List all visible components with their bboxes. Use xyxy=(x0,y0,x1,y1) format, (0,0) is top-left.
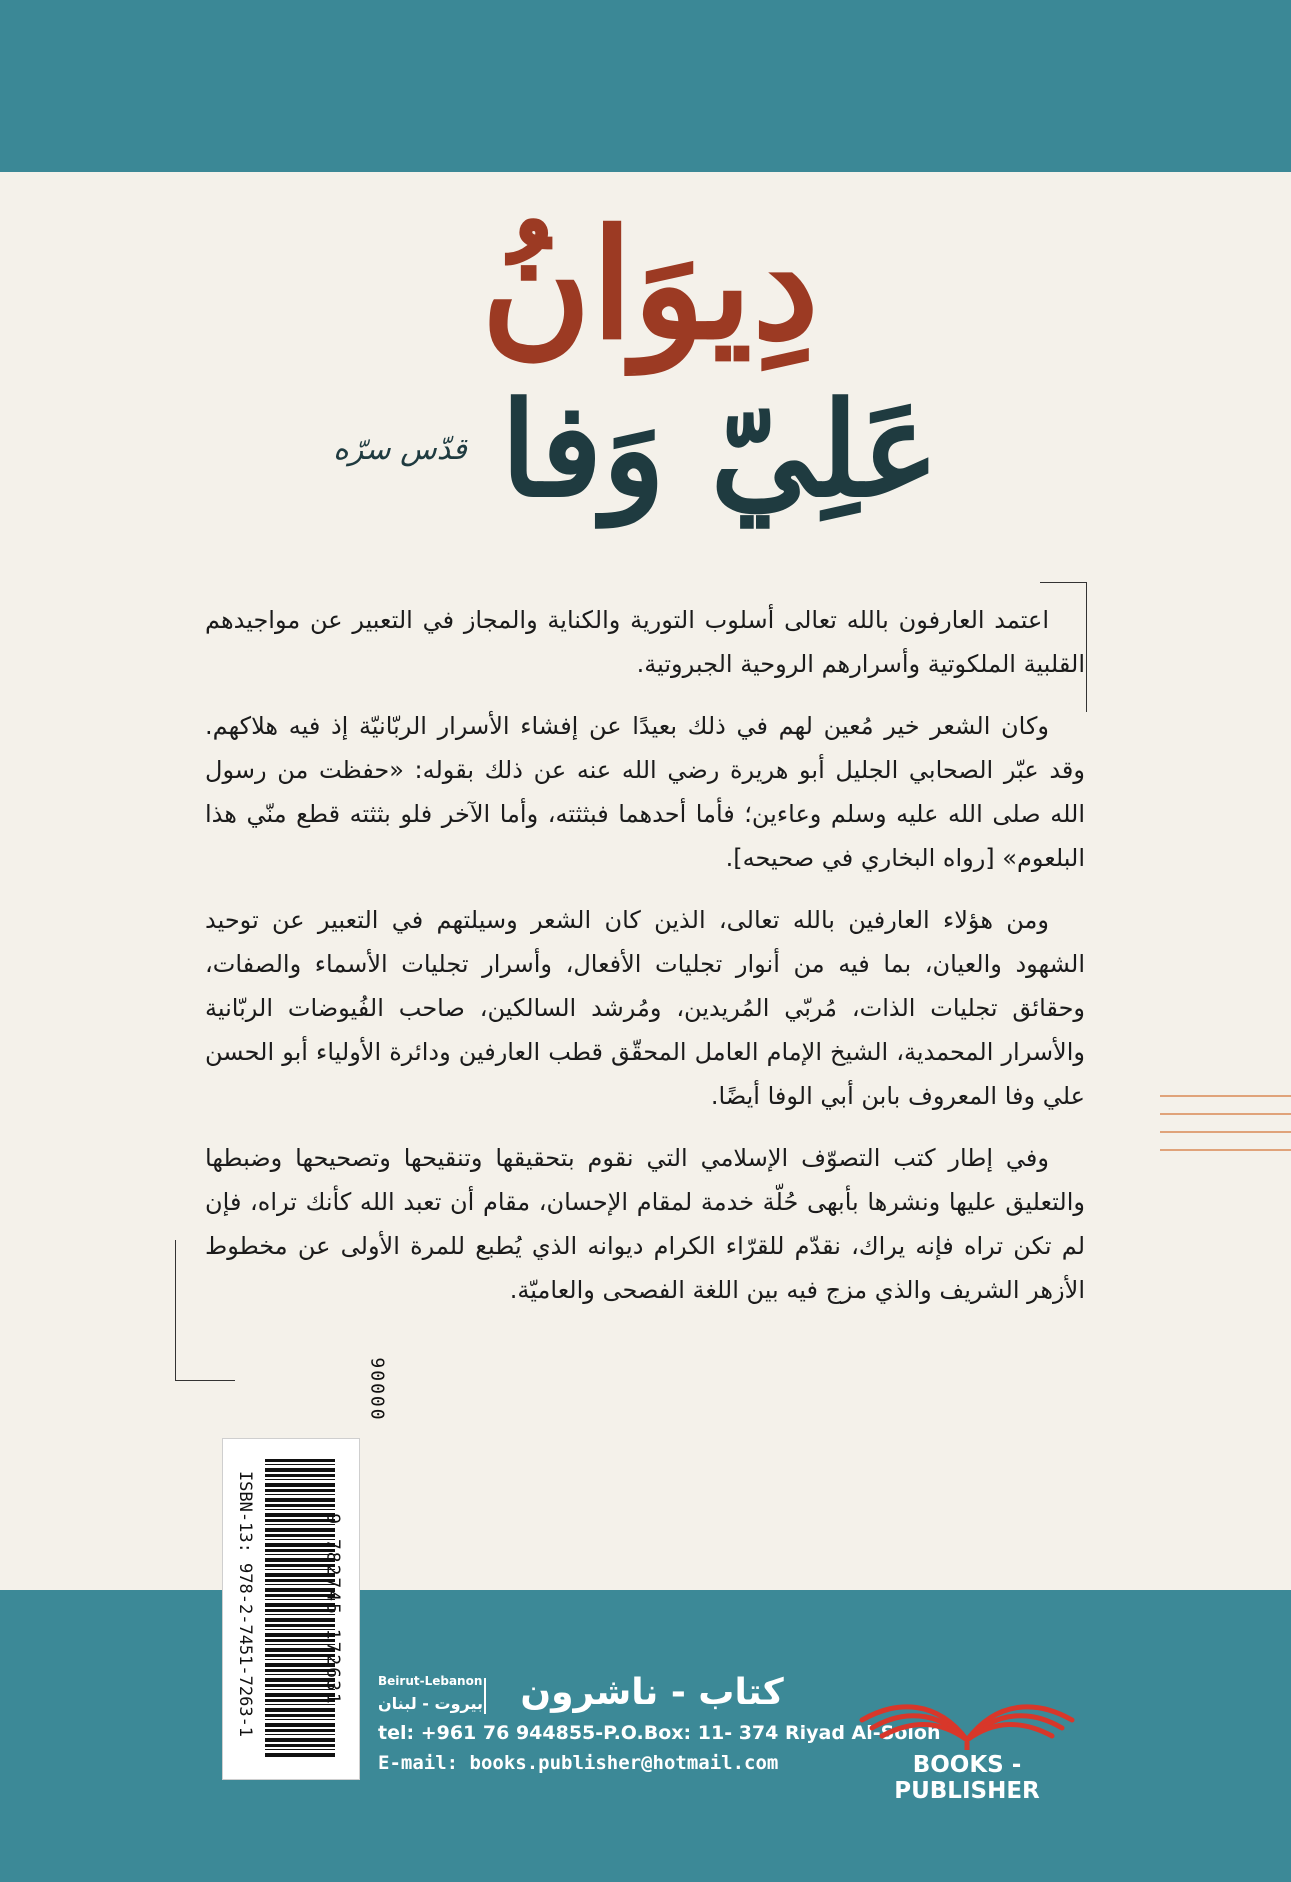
bracket-top-right xyxy=(1086,582,1087,712)
publisher-name-ar: كتاب - ناشرون xyxy=(520,1672,784,1713)
isbn-text: ISBN-13: 978-2-7451-7263-1 xyxy=(235,1470,255,1738)
title-honorific: قدّس سرّه xyxy=(333,432,467,467)
price-code: 90000 xyxy=(366,1357,388,1422)
publisher-tel: tel: +961 76 944855-P.O.Box: 11- 374 Riyad Al-Soloh xyxy=(378,1722,941,1744)
top-band xyxy=(0,0,1291,172)
bracket-bottom-left-h xyxy=(175,1380,235,1381)
blurb-paragraph: ومن هؤلاء العارفين بالله تعالى، الذين كان الشعر وسيلتهم في التعبير عن توحيد الشهود والعيان، بما فيه من أنوار تجليات الأفعال، وأسرار تجليات الأسماء والصفات، وحقائق تجليات الذات، مُربّي المُريدين، ومُرشد السالكين، صاحب الفُيوضات الربّانية والأسرار المحمدية، الشيخ الإمام العامل المحقّق قطب العارفين ودائرة الأولياء أبو الحسن علي وفا المعروف بابن أبي الوفا أيضًا. xyxy=(205,906,1085,1110)
title-line-2: عَلِيّ وَفا xyxy=(500,373,940,526)
blurb-paragraph: اعتمد العارفون بالله تعالى أسلوب التورية والكناية والمجاز في التعبير عن مواجيدهم القلبية الملكوتية وأسرارهم الروحية الجبروتية. xyxy=(205,606,1085,678)
bracket-top-right-h xyxy=(1040,582,1086,583)
publisher-email: E-mail: books.publisher@hotmail.com xyxy=(378,1752,779,1774)
publisher-location-ar: بيروت - لبنان xyxy=(378,1694,484,1713)
title-line-1: دِيوَانُ xyxy=(481,197,819,373)
logo-label: BOOKS - PUBLISHER xyxy=(894,1752,1040,1804)
publisher-divider xyxy=(484,1678,486,1714)
barcode-digits: 9 782745 172631 xyxy=(322,1513,344,1706)
barcode-box xyxy=(222,1357,388,1780)
blurb-text xyxy=(205,598,1085,1330)
publisher-location-en: Beirut-Lebanon xyxy=(378,1674,483,1688)
decorative-lines xyxy=(1160,1095,1291,1167)
blurb-paragraph: وفي إطار كتب التصوّف الإسلامي التي نقوم بتحقيقها وتنقيحها وتصحيحها وضبطها والتعليق عليها ونشرها بأبهى حُلّة خدمة لمقام الإحسان، مقام أن تعبد الله كأنك تراه، فإن لم تكن تراه فإنه يراك، نقدّم للقرّاء الكرام ديوانه الذي يُطبع للمرة الأولى عن مخطوط الأزهر الشريف والذي مزج فيه بين اللغة الفصحى والعاميّة. xyxy=(205,1144,1085,1304)
bracket-bottom-left xyxy=(175,1240,176,1380)
blurb-paragraph: وكان الشعر خير مُعين لهم في ذلك بعيدًا عن إفشاء الأسرار الربّانيّة إذ فيه هلاكهم. وقد عبّر الصحابي الجليل أبو هريرة رضي الله عنه عن ذلك بقوله: «حفظت من رسول الله صلى الله عليه وسلم وعاءين؛ فأما أحدهما فبثثته، وأما الآخر فلو بثثته قطع منّي هذا البلعوم» [رواه البخاري في صحيحه]. xyxy=(205,712,1085,872)
